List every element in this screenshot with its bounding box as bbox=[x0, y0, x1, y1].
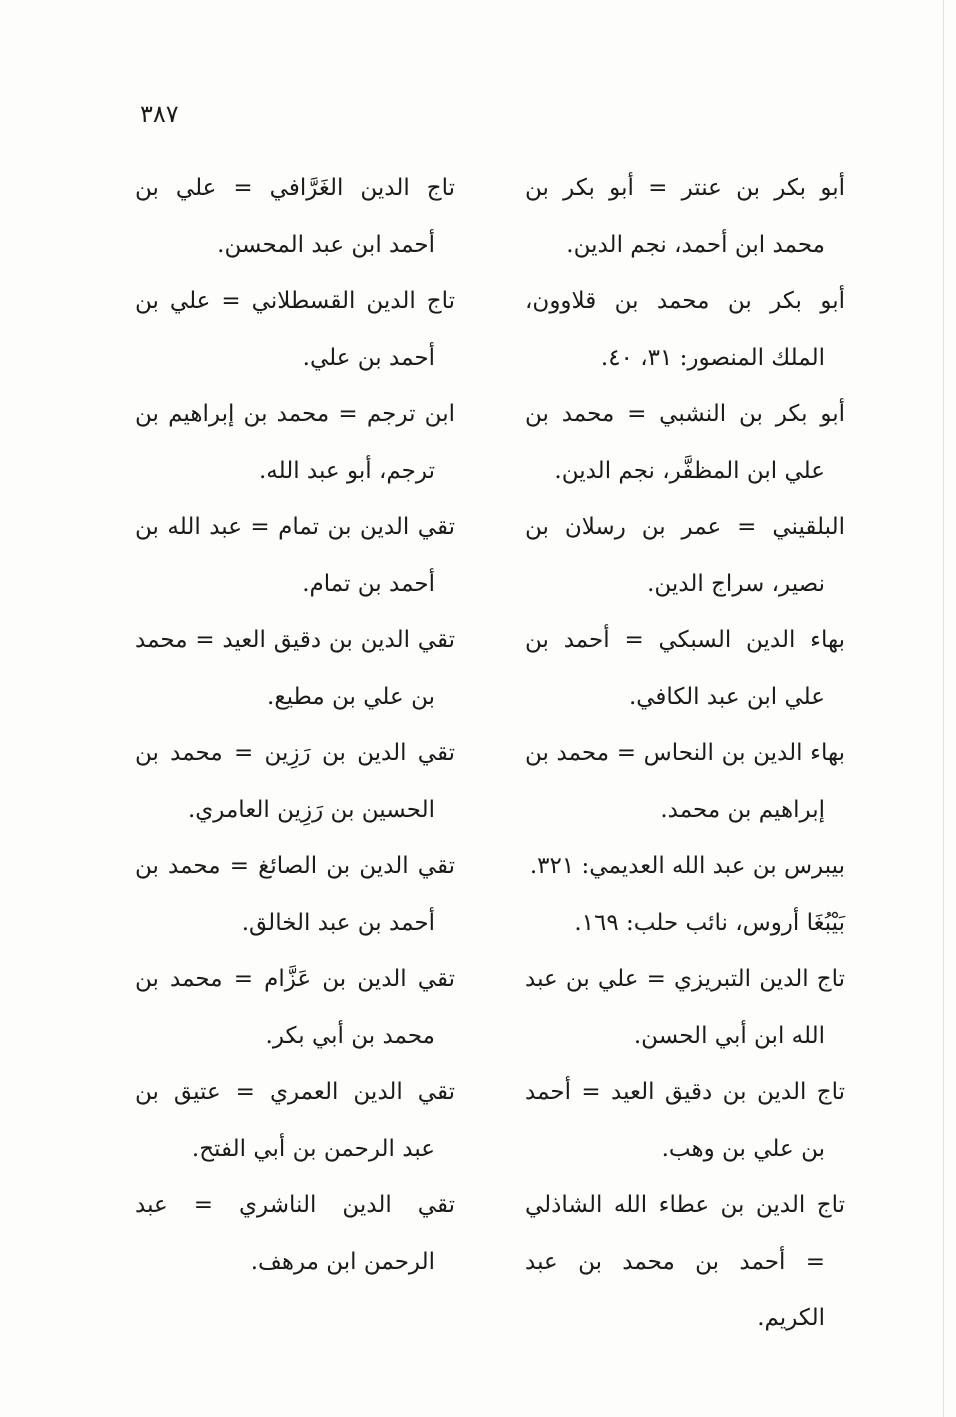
index-entry: البلقيني = عمر بن رسلان بن نصير، سراج الدين. bbox=[525, 514, 845, 597]
index-entry: تقي الدين العمري = عتيق بن عبد الرحمن بن أبي الفتح. bbox=[135, 1079, 455, 1162]
index-entry: تاج الدين التبريزي = علي بن عبد الله ابن أبي الحسن. bbox=[525, 966, 845, 1049]
index-entry: ابن ترجم = محمد بن إبراهيم بن ترجم، أبو عبد الله. bbox=[135, 401, 455, 484]
page-number: ٣٨٧ bbox=[140, 100, 179, 128]
index-entry: تقي الدين بن عَزَّام = محمد بن محمد بن أبي بكر. bbox=[135, 966, 455, 1049]
index-entry: بيبرس بن عبد الله العديمي: ٣٢١. bbox=[529, 853, 845, 879]
index-entry: بَيْبُغَا أروس، نائب حلب: ١٦٩. bbox=[574, 909, 845, 936]
index-entry: تاج الدين بن دقيق العيد = أحمد بن علي بن وهب. bbox=[525, 1079, 845, 1162]
index-entry: تقي الدين بن رَزِين = محمد بن الحسين بن رَزِين العامري. bbox=[135, 740, 455, 823]
index-entry: بهاء الدين السبكي = أحمد بن علي ابن عبد الكافي. bbox=[525, 627, 845, 710]
index-entry: أبو بكر بن محمد بن قلاوون، الملك المنصور: ٣١، ٤٠. bbox=[525, 288, 845, 371]
index-column-right bbox=[525, 160, 845, 1347]
index-entry: تقي الدين بن تمام = عبد الله بن أحمد بن تمام. bbox=[135, 514, 455, 597]
index-entry: تقي الدين بن دقيق العيد = محمد بن علي بن مطيع. bbox=[135, 627, 455, 710]
index-column-left bbox=[135, 160, 455, 1290]
index-entry: تقي الدين الناشري = عبد الرحمن ابن مرهف. bbox=[135, 1192, 455, 1275]
page-edge-line bbox=[943, 0, 944, 1417]
index-entry: بهاء الدين بن النحاس = محمد بن إبراهيم بن محمد. bbox=[525, 740, 845, 823]
index-entry: تاج الدين القسطلاني = علي بن أحمد بن علي. bbox=[135, 288, 455, 371]
index-entry: تقي الدين بن الصائغ = محمد بن أحمد بن عبد الخالق. bbox=[135, 853, 455, 936]
index-entry: أبو بكر بن عنتر = أبو بكر بن محمد ابن أحمد، نجم الدين. bbox=[525, 175, 845, 258]
index-entry: أبو بكر بن النشبي = محمد بن علي ابن المظفَّر، نجم الدين. bbox=[525, 401, 845, 484]
index-entry: تاج الدين بن عطاء الله الشاذلي = أحمد بن محمد بن عبد الكريم. bbox=[525, 1192, 845, 1331]
index-entry: تاج الدين الغَرَّافي = علي بن أحمد ابن عبد المحسن. bbox=[135, 175, 455, 258]
